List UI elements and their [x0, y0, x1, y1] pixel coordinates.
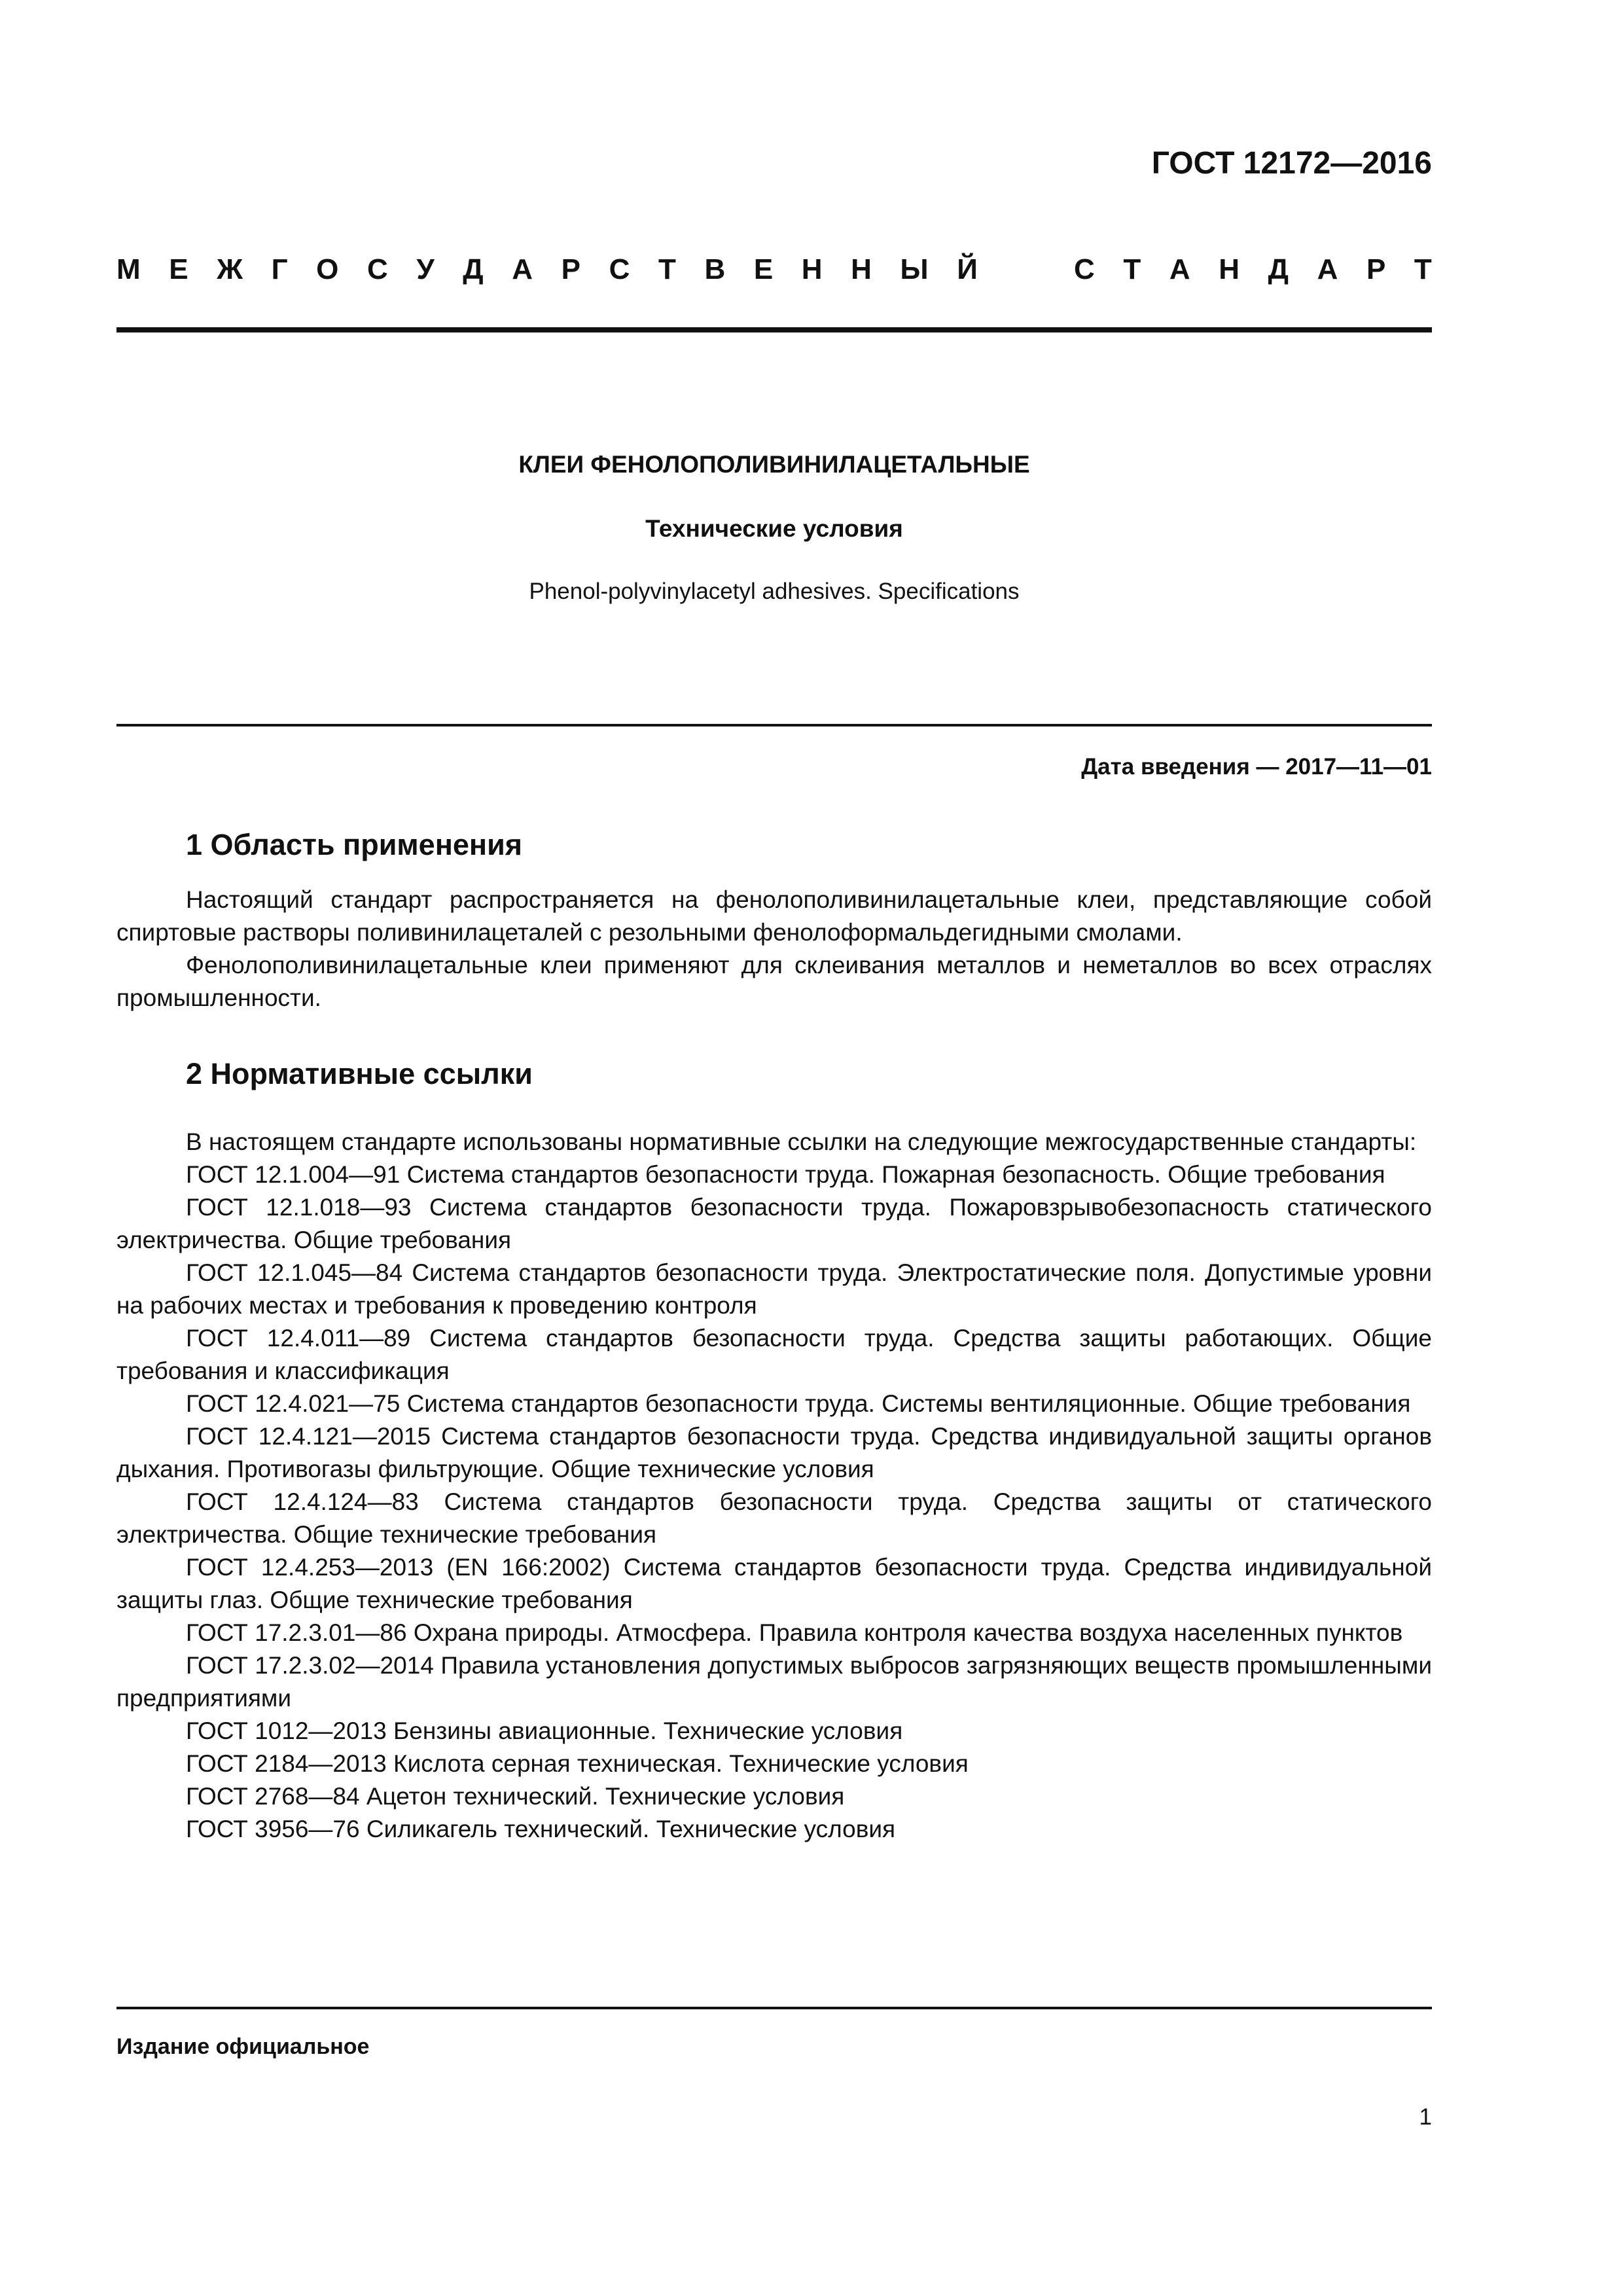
standard-type-letter: Ж [217, 253, 243, 285]
standard-type-letter: Й [957, 253, 978, 285]
standard-type-letter: Е [169, 253, 188, 285]
standard-type-letter: Т [1123, 253, 1141, 285]
standard-type-letter: Е [753, 253, 774, 285]
standard-type-letter: Д [463, 253, 484, 285]
standard-type-letter: А [512, 253, 533, 285]
section-1-paragraph: Фенолополивинилацетальные клеи применяют для склеивания металлов и неметаллов во всех отраслях промышленности. [116, 952, 1432, 1011]
standard-type-letter: О [316, 253, 339, 285]
standard-type-letter: Ы [900, 253, 929, 285]
reference-item: ГОСТ 12.4.011—89 Система стандартов безопасности труда. Средства защиты работающих. Общие требования и классификация [116, 1325, 1432, 1384]
reference-item: ГОСТ 17.2.3.01—86 Охрана природы. Атмосфера. Правила контроля качества воздуха населенных пунктов [186, 1619, 1403, 1646]
standard-type-letter: Р [1366, 253, 1386, 285]
reference-item: ГОСТ 12.1.045—84 Система стандартов безопасности труда. Электростатические поля. Допустимые уровни на рабочих местах и требования к проведению контроля [116, 1259, 1432, 1319]
standard-type-letter: Т [658, 253, 676, 285]
standard-type-letter: Н [851, 253, 872, 285]
reference-item: ГОСТ 12.1.018—93 Система стандартов безопасности труда. Пожаровзрывобезопасность статического электричества. Общие требования [116, 1194, 1432, 1253]
standard-type-heading [116, 251, 1432, 288]
references-intro: В настоящем стандарте использованы нормативные ссылки на следующие межгосударственные стандарты: [186, 1128, 1417, 1155]
document-title: КЛЕИ ФЕНОЛОПОЛИВИНИЛАЦЕТАЛЬНЫЕ [518, 451, 1030, 478]
reference-item: ГОСТ 12.4.124—83 Система стандартов безопасности труда. Средства защиты от статического электричества. Общие технические требования [116, 1488, 1432, 1548]
official-edition-label: Издание официальное [116, 2034, 370, 2059]
standard-type-letter: Н [801, 253, 823, 285]
introduction-date: Дата введения — 2017—11—01 [1081, 754, 1432, 780]
standard-type-letter: Н [1219, 253, 1240, 285]
standard-type-letter: Д [1268, 253, 1289, 285]
footer-divider [116, 2007, 1432, 2009]
reference-item: ГОСТ 17.2.3.02—2014 Правила установления допустимых выбросов загрязняющих веществ промышленными предприятиями [116, 1652, 1432, 1712]
reference-item: ГОСТ 3956—76 Силикагель технический. Технические условия [186, 1816, 896, 1842]
normative-references-list [116, 1126, 1432, 1846]
section-1-heading: 1 Область применения [186, 828, 523, 861]
reference-item: ГОСТ 12.4.121—2015 Система стандартов безопасности труда. Средства индивидуальной защиты органов дыхания. Противогазы фильтрующие. Общие технические условия [116, 1423, 1432, 1482]
reference-item: ГОСТ 12.4.021—75 Система стандартов безопасности труда. Системы вентиляционные. Общие требования [186, 1390, 1411, 1417]
reference-item: ГОСТ 12.4.253—2013 (EN 166:2002) Система стандартов безопасности труда. Средства индивидуальной защиты глаз. Общие технические требования [116, 1554, 1432, 1613]
standard-type-letter: У [416, 253, 435, 285]
standard-type-letter: С [1074, 253, 1095, 285]
standard-type-letter: Г [271, 253, 288, 285]
document-number: ГОСТ 12172—2016 [1151, 146, 1432, 181]
standard-type-letter: В [704, 253, 726, 285]
reference-item: ГОСТ 2184—2013 Кислота серная техническая. Технические условия [186, 1750, 969, 1777]
document-subtitle: Технические условия [645, 515, 903, 542]
reference-item: ГОСТ 12.1.004—91 Система стандартов безопасности труда. Пожарная безопасность. Общие требования [186, 1161, 1385, 1188]
document-title-english: Phenol-polyvinylacetyl adhesives. Specifications [529, 579, 1020, 604]
section-1-paragraph: Настоящий стандарт распространяется на фенолополивинилацетальные клеи, представляющие собой спиртовые растворы поливинилацеталей с резольными фенолоформальдегидными смолами. [116, 886, 1432, 946]
reference-item: ГОСТ 1012—2013 Бензины авиационные. Технические условия [186, 1717, 903, 1744]
word-gap [1006, 251, 1045, 288]
page-number: 1 [1419, 2104, 1432, 2130]
header-divider [116, 327, 1432, 332]
title-divider [116, 724, 1432, 726]
standard-type-letter: М [116, 253, 141, 285]
standard-type-letter: А [1169, 253, 1190, 285]
section-2-heading: 2 Нормативные ссылки [186, 1057, 533, 1090]
standard-type-letter: А [1317, 253, 1338, 285]
standard-type-letter: Т [1414, 253, 1432, 285]
standard-type-letter: Р [561, 253, 580, 285]
standard-type-letter: С [609, 253, 630, 285]
reference-item: ГОСТ 2768—84 Ацетон технический. Технические условия [186, 1783, 845, 1810]
standard-type-letter: С [366, 253, 388, 285]
